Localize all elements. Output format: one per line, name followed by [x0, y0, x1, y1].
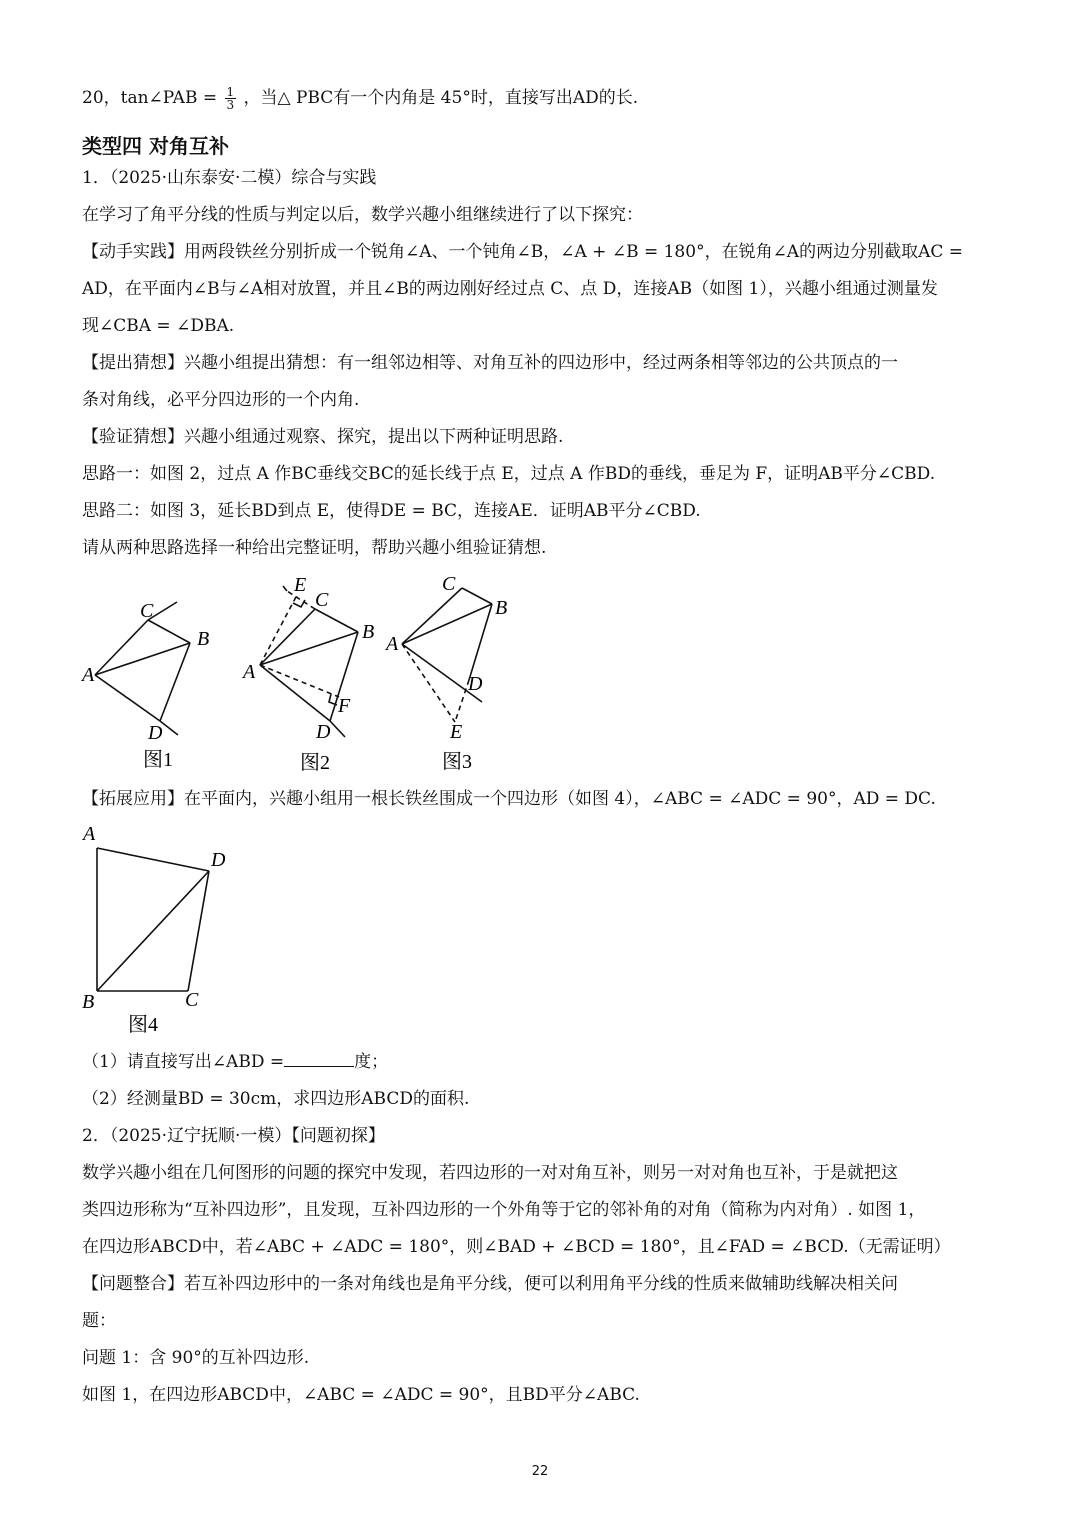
label-c: C — [140, 600, 154, 622]
label-b: B — [82, 991, 95, 1013]
idea-two: 思路二：如图 3，延长BD到点 E，使得DE = BC，连接AE．证明AB平分∠CBD. — [82, 501, 701, 521]
label-b: B — [495, 597, 508, 619]
fraction: $\frac{1}{3}$ — [226, 85, 235, 112]
figure-3 — [382, 572, 522, 772]
section-title: 类型四 对角互补 — [82, 134, 229, 158]
integrate-line-1: 【问题整合】若互补四边形中的一条对角线也是角平分线，便可以利用角平分线的性质来做辅助线解决相关问 — [82, 1274, 898, 1294]
question-title: 问题 1：含 90°的互补四边形. — [82, 1348, 310, 1368]
segment-ab — [402, 604, 492, 644]
extension-de — [455, 680, 469, 722]
figure-2 — [235, 575, 375, 775]
label-c: C — [185, 989, 199, 1011]
problem1-intro: 在学习了角平分线的性质与判定以后，数学兴趣小组继续进行了以下探究： — [82, 205, 643, 225]
segment-cb — [462, 588, 492, 604]
segment-ab — [95, 643, 190, 675]
right-angle-mark-e — [293, 600, 305, 607]
extend-line: 【拓展应用】在平面内，兴趣小组用一根长铁丝围成一个四边形（如图 4），∠ABC = ∠ADC = 90°，AD = DC. — [82, 789, 936, 809]
question-1: （1）请直接写出∠ABD = 度； — [82, 1052, 389, 1072]
label-d: D — [468, 673, 483, 695]
question-text: 如图 1，在四边形ABCD中，∠ABC = ∠ADC = 90°，且BD平分∠ABC. — [82, 1385, 640, 1405]
figure-4 — [80, 820, 240, 1040]
ray-d-ext — [160, 721, 178, 735]
label-e: E — [450, 721, 463, 743]
segment-cb — [315, 609, 358, 632]
figure-3-caption: 图3 — [442, 751, 472, 773]
previous-problem-tail: 20，tan∠PAB = $\frac{1}{3}$ ，当△ PBC有一个内角是 45°时，直接写出AD的长. — [82, 85, 639, 112]
practice-line-2: AD，在平面内∠B与∠A相对放置，并且∠B的两边刚好经过点 C、点 D，连接AB（如图 1），兴趣小组通过测量发 — [82, 279, 938, 299]
page-number: 22 — [531, 1464, 549, 1479]
label-c: C — [315, 589, 329, 611]
problem2-line-2: 类四边形称为“互补四边形”，且发现，互补四边形的一个外角等于它的邻补角的对角（简称为内对角）. 如图 1， — [82, 1200, 926, 1220]
request-line: 请从两种思路选择一种给出完整证明，帮助兴趣小组验证猜想. — [82, 538, 547, 558]
segment-ac — [260, 609, 315, 665]
ray-e-tick — [283, 586, 287, 591]
label-a: A — [83, 823, 96, 845]
diagonal-bd — [97, 871, 209, 991]
label-d: D — [316, 721, 331, 743]
practice-line-3: 现∠CBA = ∠DBA. — [82, 316, 235, 336]
verify-line: 【验证猜想】兴趣小组通过观察、探究，提出以下两种证明思路. — [82, 427, 564, 447]
figure-2-caption: 图2 — [300, 752, 330, 774]
perpendicular-af — [260, 665, 339, 697]
segment-ac — [402, 588, 462, 644]
guess-line-2: 条对角线，必平分四边形的一个内角. — [82, 390, 360, 410]
figure-1-caption: 图1 — [143, 749, 173, 771]
segment-ae — [402, 644, 455, 722]
label-a: A — [386, 633, 399, 655]
segment-bd — [160, 643, 190, 721]
segment-ad — [97, 848, 209, 871]
segment-bd — [469, 604, 492, 680]
figure-4-caption: 图4 — [128, 1014, 158, 1036]
answer-blank — [284, 1050, 354, 1067]
question-2: （2）经测量BD = 30cm，求四边形ABCD的面积. — [82, 1089, 470, 1109]
guess-line-1: 【提出猜想】兴趣小组提出猜想：有一组邻边相等、对角互补的四边形中，经过两条相等邻边的公共顶点的一 — [82, 353, 898, 373]
figure-1 — [80, 595, 230, 775]
problem1-title: 1．（2025·山东泰安·二模）综合与实践 — [82, 168, 377, 188]
label-d: D — [211, 849, 226, 871]
integrate-line-2: 题： — [82, 1311, 116, 1331]
problem2-line-3: 在四边形ABCD中，若∠ABC + ∠ADC = 180°，则∠BAD + ∠BCD = 180°，且∠FAD = ∠BCD.（无需证明） — [82, 1237, 951, 1257]
problem2-line-1: 数学兴趣小组在几何图形的问题的探究中发现，若四边形的一对对角互补，则另一对对角也互补，于是就把这 — [82, 1163, 898, 1183]
practice-line-1: 【动手实践】用两段铁丝分别折成一个锐角∠A、一个钝角∠B，∠A + ∠B = 180°，在锐角∠A的两边分别截取AC = — [82, 242, 964, 262]
segment-cb — [148, 620, 190, 643]
problem2-title: 2．（2025·辽宁抚顺·一模）【问题初探】 — [82, 1126, 385, 1146]
label-a: A — [82, 664, 95, 686]
label-a: A — [243, 661, 256, 683]
segment-ad — [95, 675, 160, 721]
label-b: B — [197, 628, 210, 650]
label-b: B — [362, 621, 375, 643]
label-f: F — [338, 695, 351, 717]
label-d: D — [148, 722, 163, 744]
segment-ad — [260, 665, 330, 721]
ray-d-ext — [330, 721, 345, 737]
label-c: C — [442, 573, 456, 595]
idea-one: 思路一：如图 2，过点 A 作BC垂线交BC的延长线于点 E，过点 A 作BD的垂线，垂足为 F，证明AB平分∠CBD. — [82, 464, 936, 484]
label-e: E — [294, 574, 307, 596]
